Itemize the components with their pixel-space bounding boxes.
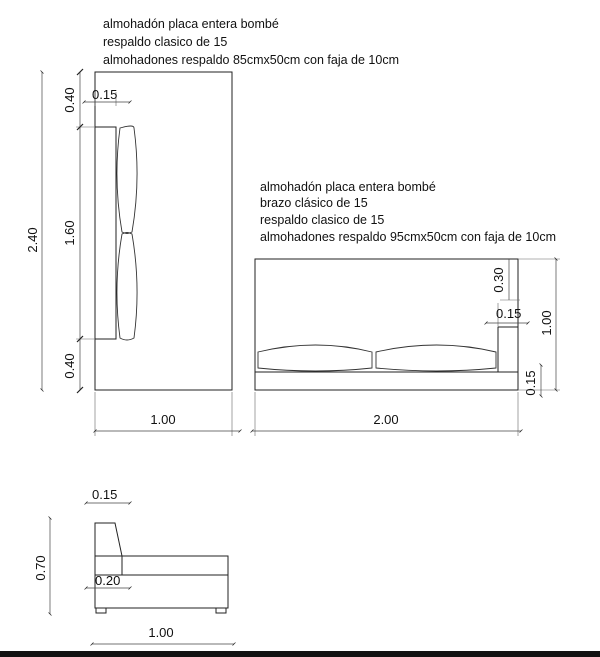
front-note-3: respaldo clasico de 15: [260, 213, 385, 227]
dim-side-back-bottom: 0.20: [95, 573, 121, 588]
dim-side-width: 1.00: [148, 625, 174, 640]
dim-front-seat-height: 0.15: [523, 370, 538, 396]
dim-front-width: 2.00: [373, 412, 399, 427]
side-backrest: [95, 523, 122, 575]
dim-front-back-height: 0.30: [491, 267, 506, 293]
side-foot-left: [96, 608, 106, 613]
plan-note-1: almohadón placa entera bombé: [103, 17, 279, 31]
front-cushion-left: [258, 345, 372, 371]
plan-note-3: almohadones respaldo 85cmx50cm con faja de 10cm: [103, 53, 400, 67]
plan-view: [25, 69, 240, 436]
dim-plan-width: 1.00: [150, 412, 176, 427]
dim-plan-back-thickness: 0.15: [92, 87, 118, 102]
dim-plan-height-total: 2.40: [25, 227, 40, 253]
dim-side-height: 0.70: [33, 555, 48, 581]
front-view: [252, 259, 560, 436]
front-note-1: almohadón placa entera bombé: [260, 180, 436, 194]
plan-cushion-lower: [117, 233, 137, 341]
plan-note-2: respaldo clasico de 15: [103, 35, 228, 49]
plan-backrest: [95, 127, 116, 339]
front-note-2: brazo clásico de 15: [260, 196, 368, 210]
plan-notes: [103, 17, 399, 67]
dim-front-height: 1.00: [539, 310, 554, 336]
dim-front-back-thickness: 0.15: [496, 306, 522, 321]
dim-plan-middle: 1.60: [62, 220, 77, 246]
bottom-border: [0, 651, 600, 657]
side-view: [33, 487, 234, 644]
dim-plan-top: 0.40: [62, 87, 77, 113]
front-note-4: almohadones respaldo 95cmx50cm con faja de 10cm: [260, 230, 557, 244]
dim-plan-bottom: 0.40: [62, 353, 77, 379]
front-notes: [260, 180, 556, 244]
front-cushion-right: [376, 345, 496, 371]
dim-side-back-top: 0.15: [92, 487, 118, 502]
side-foot-right: [216, 608, 226, 613]
plan-cushion-upper: [117, 126, 137, 234]
